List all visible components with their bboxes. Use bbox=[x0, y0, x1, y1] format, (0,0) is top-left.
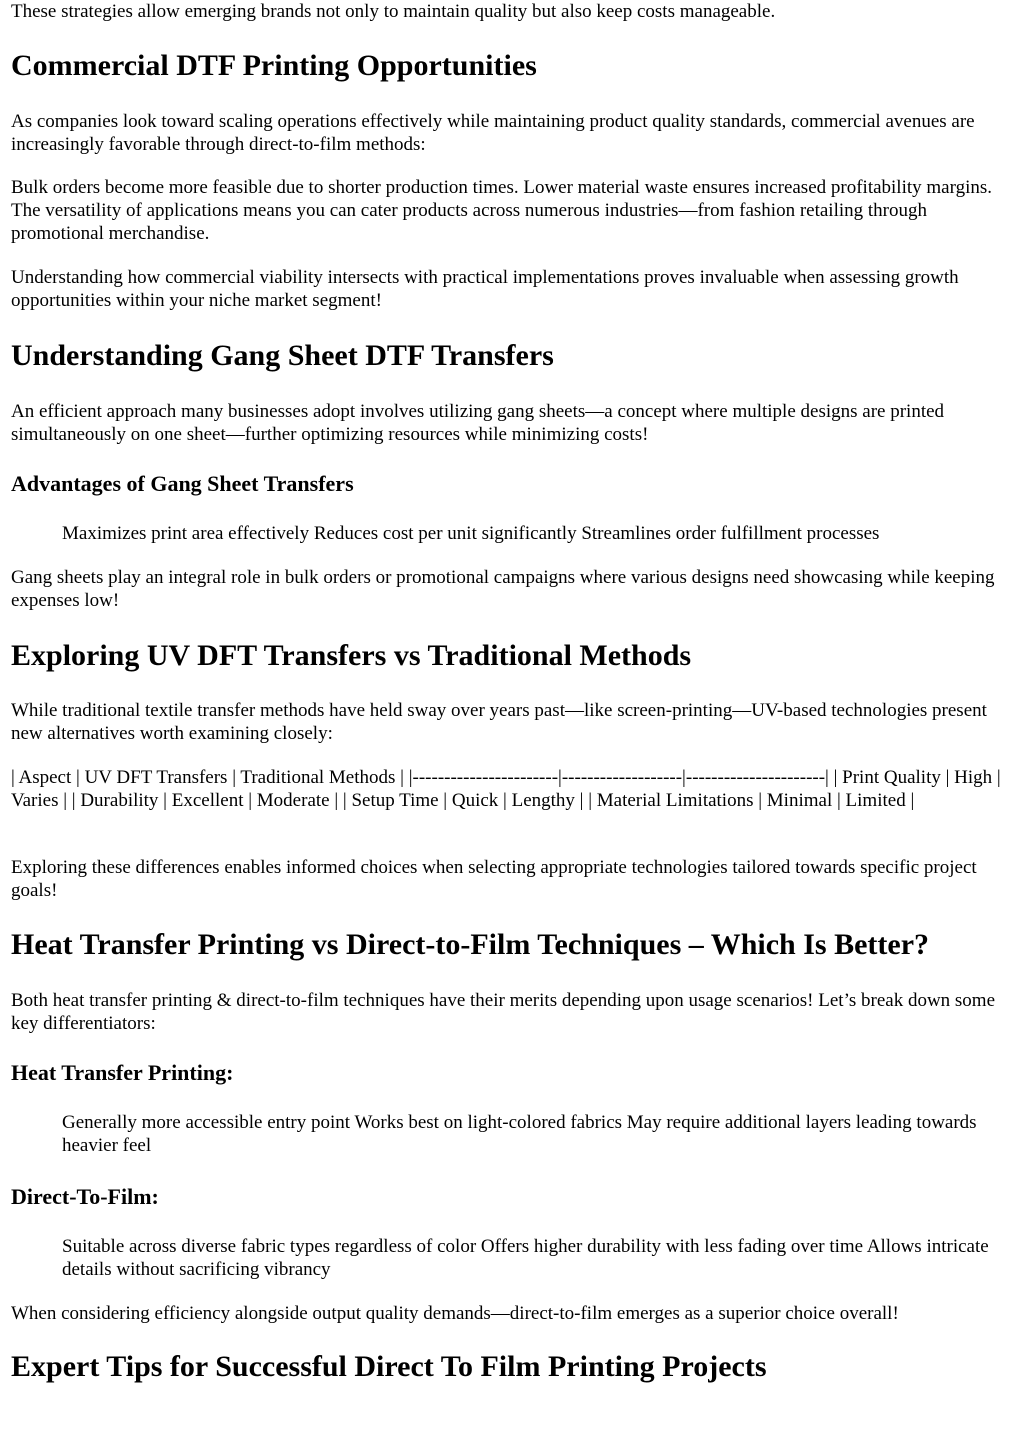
dtf-subheading: Direct-To-Film: bbox=[11, 1184, 159, 1209]
gang-sheet-paragraph-2: Gang sheets play an integral role in bulk orders or promotional campaigns where various designs need showcasing while keeping expenses low! bbox=[11, 567, 995, 611]
commercial-paragraph-3: Understanding how commercial viability intersects with practical implementations proves invaluable when assessing growth opportunities within your niche market segment! bbox=[11, 267, 959, 311]
gang-sheet-subheading: Advantages of Gang Sheet Transfers bbox=[11, 471, 354, 496]
gang-sheet-heading: Understanding Gang Sheet DTF Transfers bbox=[11, 339, 554, 372]
gang-sheet-paragraph-1: An efficient approach many businesses adopt involves utilizing gang sheets—a concept where multiple designs are printed simultaneously on one sheet—further optimizing resources while minimizing costs! bbox=[11, 401, 945, 445]
commercial-heading: Commercial DTF Printing Opportunities bbox=[11, 49, 537, 82]
heat-transfer-heading: Heat Transfer Printing vs Direct-to-Film Techniques – Which Is Better? bbox=[11, 928, 930, 961]
gang-sheet-advantages-list: Maximizes print area effectively Reduces cost per unit significantly Streamlines order fulfillment processes bbox=[62, 523, 880, 544]
heat-transfer-paragraph-2: When considering efficiency alongside output quality demands—direct-to-film emerges as a superior choice overall! bbox=[11, 1303, 899, 1324]
intro-tail-paragraph: These strategies allow emerging brands not only to maintain quality but also keep costs manageable. bbox=[11, 1, 776, 22]
heat-transfer-paragraph-1: Both heat transfer printing & direct-to-film techniques have their merits depending upon usage scenarios! Let’s break down some key differentiators: bbox=[11, 990, 996, 1034]
uv-paragraph-2: Exploring these differences enables informed choices when selecting appropriate technologies tailored towards specific project goals! bbox=[11, 857, 977, 901]
commercial-paragraph-2: Bulk orders become more feasible due to shorter production times. Lower material waste ensures increased profitability margins. The versatility of applications means you can cater products across numerous industries—from fashion retailing through promotional merchandise. bbox=[11, 177, 993, 244]
expert-tips-heading: Expert Tips for Successful Direct To Film Printing Projects bbox=[11, 1350, 767, 1383]
heat-transfer-list: Generally more accessible entry point Works best on light-colored fabrics May require additional layers leading towards heavier feel bbox=[62, 1112, 977, 1156]
uv-comparison-table-text: | Aspect | UV DFT Transfers | Traditional Methods | |-----------------------|-------------------|----------------------| | Print Quality | High | Varies | | Durability | Excellent | Moderate | | Setup Time | Quick | Lengthy | | Material Limitations | Minimal | Limited | bbox=[11, 767, 1001, 811]
dtf-list: Suitable across diverse fabric types regardless of color Offers higher durability with less fading over time Allows intricate details without sacrificing vibrancy bbox=[62, 1236, 989, 1280]
uv-heading: Exploring UV DFT Transfers vs Traditional Methods bbox=[11, 639, 692, 672]
heat-transfer-subheading: Heat Transfer Printing: bbox=[11, 1060, 234, 1085]
commercial-paragraph-1: As companies look toward scaling operations effectively while maintaining product quality standards, commercial avenues are increasingly favorable through direct-to-film methods: bbox=[11, 111, 975, 155]
uv-paragraph-1: While traditional textile transfer methods have held sway over years past—like screen-printing—UV-based technologies present new alternatives worth examining closely: bbox=[11, 700, 987, 744]
